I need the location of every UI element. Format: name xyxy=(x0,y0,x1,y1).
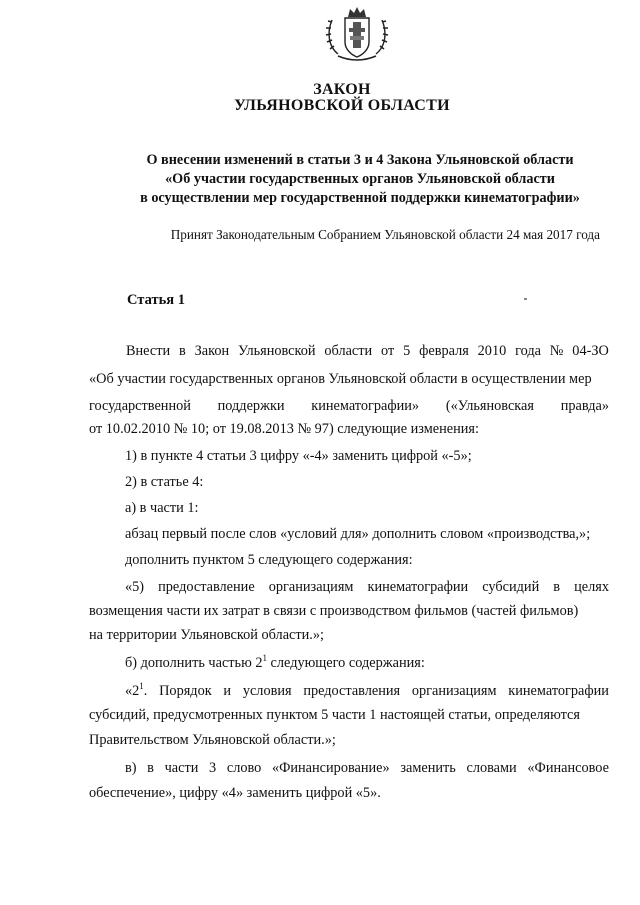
item-1: 1) в пункте 4 статьи 3 цифру «-4» заменить цифрой «-5»; xyxy=(125,448,472,464)
p1-line2: «Об участии государственных органов Ульяновской области в осуществлении мер xyxy=(89,371,592,387)
quote21-line2: субсидий, предусмотренных пунктом 5 части 1 настоящей статьи, определяются xyxy=(89,707,580,723)
law-title-line2: УЛЬЯНОВСКОЙ ОБЛАСТИ xyxy=(234,97,450,114)
ulyanovsk-coat-of-arms-icon xyxy=(324,4,390,66)
subject-line1: О внесении изменений в статьи 3 и 4 Закона Ульяновской области xyxy=(146,152,574,168)
subject-line2: «Об участии государственных органов Ульяновской области xyxy=(165,171,555,187)
quote21-line3: Правительством Ульяновской области.»; xyxy=(89,732,336,748)
item-2: 2) в статье 4: xyxy=(125,474,204,490)
item-2b: б) дополнить частью $2^1$ следующего содержания: xyxy=(125,653,425,671)
quote5-line2: возмещения части их затрат в связи с производством фильмов (частей фильмов) xyxy=(89,603,579,619)
article-heading: Статья 1 xyxy=(127,292,185,308)
item-2v-line1: в) в части 3 слово «Финансирование» заменить словами «Финансовое xyxy=(125,760,609,776)
item-2a: а) в части 1: xyxy=(125,500,199,516)
p1-line1: Внести в Закон Ульяновской области от 5 февраля 2010 года № 04-ЗО xyxy=(126,343,609,359)
quote21-line1: «$2^1$. Порядок и условия предоставления организациям кинематографии xyxy=(125,681,609,699)
item-2a-paragraph2: дополнить пунктом 5 следующего содержания: xyxy=(125,552,413,568)
p1-line3: государственной поддержки кинематографии» («Ульяновская правда» xyxy=(89,398,609,414)
quote5-line1: «5) предоставление организациям кинематографии субсидий в целях xyxy=(125,579,609,595)
quote5-line3: на территории Ульяновской области.»; xyxy=(89,627,324,643)
item-2v-line2: обеспечение», цифру «4» заменить цифрой «5». xyxy=(89,785,381,801)
law-title-line1: ЗАКОН xyxy=(313,81,371,98)
item-2a-paragraph1: абзац первый после слов «условий для» дополнить словом «производства,»; xyxy=(125,526,591,542)
adoption-note: Принят Законодательным Собранием Ульяновской области 24 мая 2017 года xyxy=(170,227,600,242)
subject-line3: в осуществлении мер государственной поддержки кинематографии» xyxy=(140,190,580,206)
p1-line4: от 10.02.2010 № 10; от 19.08.2013 № 97) следующие изменения: xyxy=(89,421,479,437)
scan-mark xyxy=(524,298,527,300)
